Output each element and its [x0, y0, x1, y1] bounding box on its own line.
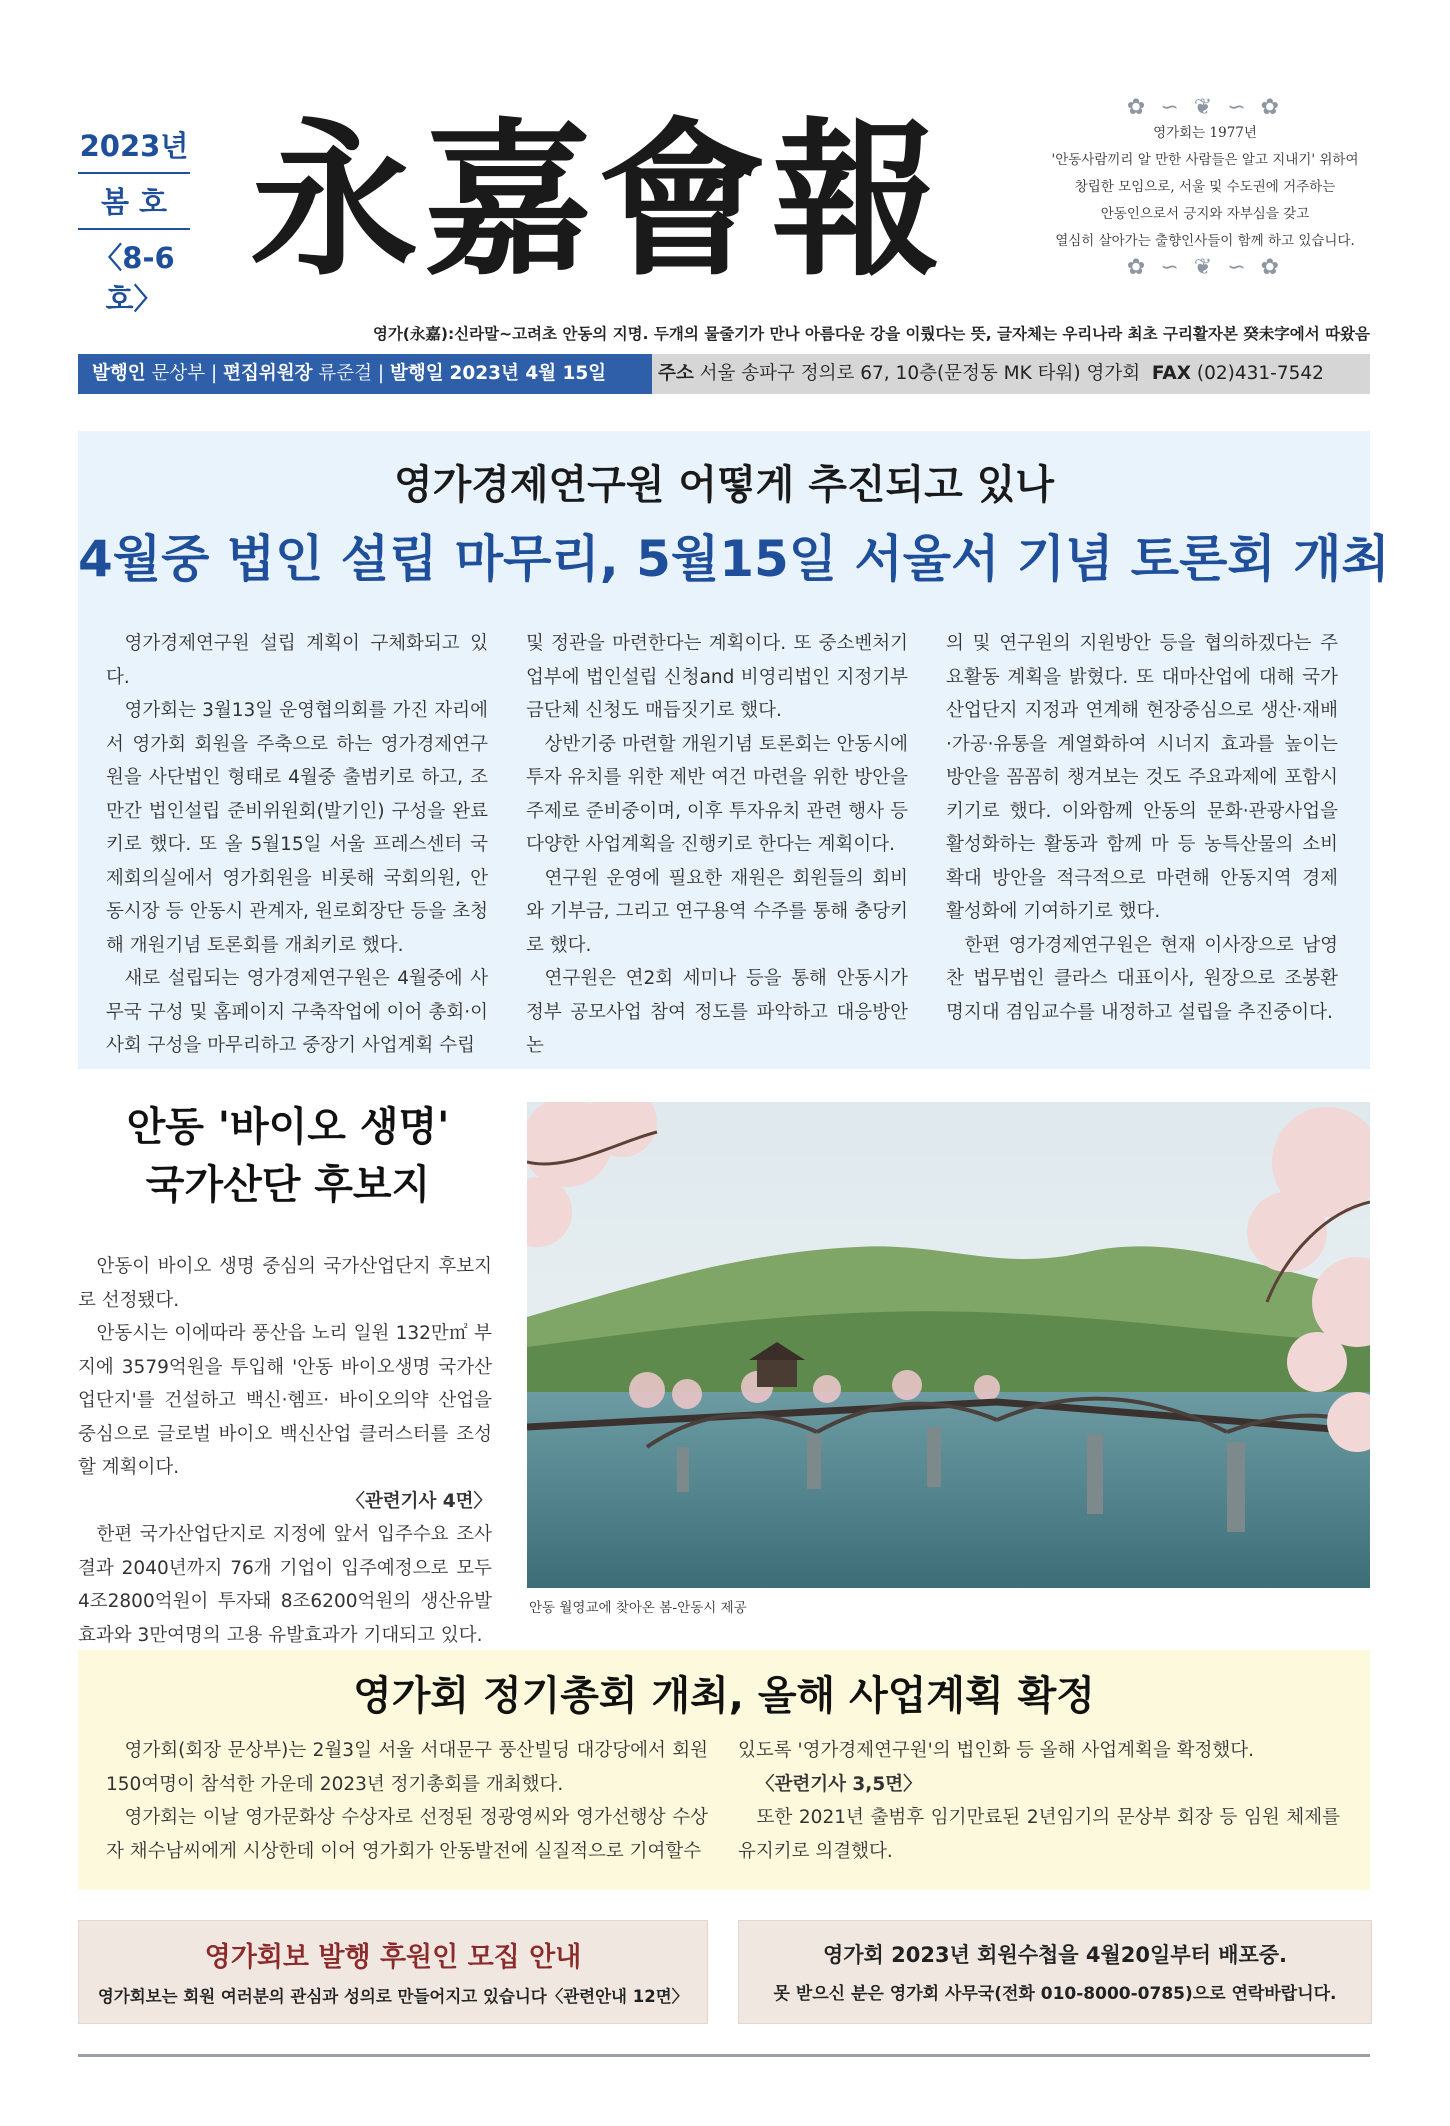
newspaper-logo: 永嘉會報 — [250, 101, 946, 299]
notice-sponsor-recruit — [78, 1920, 708, 2024]
issue-info — [78, 118, 190, 325]
issue-year: 2023년 — [79, 129, 189, 163]
paragraph: 영가회(회장 문상부)는 2월3일 서울 서대문구 풍산빌딩 대강당에서 회원 150여명이 참석한 가운데 2023년 정기총회를 개최했다. — [106, 1740, 708, 1795]
paragraph: 및 정관을 마련한다는 계획이다. 또 중소벤처기업부에 법인설립 신청and 비영리법인 지정기부금단체 신청도 매듭짓기로 했다. — [526, 633, 908, 721]
editor-name: 류준걸 — [318, 363, 373, 384]
address-info — [658, 354, 1324, 394]
motto-text — [1040, 120, 1370, 255]
related-article-ref: 〈관련기사 3,5면〉 — [756, 1773, 922, 1795]
notice-member-handbook — [738, 1920, 1372, 2024]
motto-line: 열심히 살아가는 출향인사들이 함께 하고 있습니다. — [1055, 233, 1355, 249]
info-bar — [78, 354, 1370, 394]
publisher-info: 발행인 문상부 | 편집위원장 류준걸 | 발행일 2023년 4월 15일 — [78, 354, 652, 394]
paragraph: 영가회는 이날 영가문화상 수상자로 선정된 정광영씨와 영가선행상 수상자 채수남씨에게 시상한데 이어 영가회가 안동발전에 실질적으로 기여할수 — [106, 1807, 708, 1862]
paragraph: 한편 국가산업단지로 지정에 앞서 입주수요 조사결과 2040년까지 76개 기업이 입주예정으로 모두 4조2800억원이 투자돼 8조6200억원의 생산유발 효과와 3만여명의 고용 유발효과가 기대되고 있다. — [78, 1524, 492, 1646]
paragraph: 연구원은 연2회 세미나 등을 통해 안동시가 정부 공모사업 참여 정도를 파악하고 대응방안 논 — [526, 968, 908, 1056]
paragraph: 영가회는 3월13일 운영협의회를 가진 자리에서 영가회 회원을 주축으로 하는 영가경제연구원을 사단법인 형태로 4월중 출범키로 하고, 조만간 법인설립 준비위원회(발기인) 구성을 완료키로 했다. 또 올 5월15일 서울 프레스센터 국제회의실에서 영가회원을 비롯해 국회의원, 안동시장 등 안동시 관계자, 원로회장단 등을 초청해 개원기념 토론회를 개최키로 했다. — [106, 700, 488, 956]
issue-number: 〈8-6호〉 — [78, 228, 190, 325]
article-economic-institute — [78, 431, 1390, 1069]
article-general-meeting — [78, 1650, 1370, 1890]
paragraph: 영가경제연구원 설립 계획이 구체화되고 있다. — [106, 633, 488, 688]
motto-line: 창립한 모임으로, 서울 및 수도권에 거주하는 — [1074, 179, 1336, 195]
address-label: 주소 — [658, 363, 694, 384]
paragraph: 또한 2021년 출범후 임기만료된 2년임기의 문상부 회장 등 임원 체제를 유지키로 의결했다. — [738, 1807, 1340, 1862]
notice1-body: 영가회보는 회원 여러분의 관심과 성의로 만들어지고 있습니다〈관련안내 12면〉 — [97, 1987, 689, 2006]
article3-column-1 — [106, 1734, 708, 1868]
paragraph: 안동이 바이오 생명 중심의 국가산업단지 후보지로 선정됐다. — [78, 1256, 492, 1311]
publisher-label: 발행인 — [92, 363, 146, 384]
related-article-ref: 〈관련기사 4면〉 — [346, 1490, 492, 1512]
notice2-body: 못 받으신 분은 영가회 사무국(전화 010-8000-0785)으로 연락바랍니다. — [773, 1984, 1337, 2004]
article1-column-3 — [946, 627, 1338, 1029]
notice1-title: 영가회보 발행 후원인 모집 안내 — [204, 1942, 582, 1973]
motto-line: 안동인으로서 긍지와 자부심을 갖고 — [1100, 206, 1310, 222]
motto-line: 영가회는 1977년 — [1153, 125, 1257, 141]
paragraph: 안동시는 이에따라 풍산읍 노리 일원 132만㎡ 부지에 3579억원을 투입해 '안동 바이오생명 국가산업단지'를 건설하고 백신·헴프· 바이오의약 산업을 중심으로 글로벌 바이오 백신산업 클러스터를 조성할 계획이다. — [78, 1323, 492, 1478]
name-origin-note: 영가(永嘉):신라말~고려초 안동의 지명. 두개의 물줄기가 만나 아름다운 강을 이뤘다는 뜻, 글자체는 우리나라 최초 구리활자본 癸未字에서 따왔음 — [372, 325, 1370, 343]
article2-title-line: 국가산단 후보지 — [145, 1162, 431, 1208]
article1-column-2 — [526, 627, 908, 1063]
notice2-title: 영가회 2023년 회원수첩을 4월20일부터 배포중. — [822, 1943, 1288, 1967]
issue-season: 봄 호 — [78, 172, 190, 228]
article1-headline: 4월중 법인 설립 마무리, 5월15일 서울서 기념 토론회 개최 — [78, 530, 1390, 588]
article2-title-line: 안동 '바이오 생명' — [126, 1104, 450, 1150]
article2-body — [78, 1250, 492, 1652]
publisher-name: 문상부 — [151, 363, 206, 384]
address-text: 서울 송파구 정의로 67, 10층(문정동 MK 타워) 영가회 — [699, 363, 1141, 384]
article1-column-1 — [106, 627, 488, 1063]
editor-label: 편집위원장 — [223, 363, 313, 384]
bridge-photo — [527, 1102, 1370, 1588]
wolyeonggyo-bridge-image — [527, 1102, 1370, 1588]
ornament-bottom-icon: ✿ ∽ ❦ ∽ ✿ — [1126, 255, 1284, 280]
fax-label: FAX — [1151, 363, 1191, 384]
article2-title — [78, 1098, 498, 1214]
motto-box — [1040, 95, 1370, 295]
paragraph: 새로 설립되는 영가경제연구원은 4월중에 사무국 구성 및 홈페이지 구축작업에 이어 총회·이사회 구성을 마무리하고 중장기 사업계획 수립 — [106, 968, 488, 1056]
paragraph: 연구원 운영에 필요한 재원은 회원들의 회비와 기부금, 그리고 연구용역 수주를 통해 충당키로 했다. — [526, 867, 908, 956]
paragraph: 상반기중 마련할 개원기념 토론회는 안동시에 투자 유치를 위한 제반 여건 마련을 위한 방안을 주제로 준비중이며, 이후 투자유치 관련 행사 등 다양한 사업계획을 진행키로 한다는 계획이다. — [526, 733, 908, 855]
footer-rule — [78, 2054, 1370, 2057]
paragraph: 의 및 연구원의 지원방안 등을 협의하겠다는 주요활동 계획을 밝혔다. 또 대마산업에 대해 국가산업단지 지정과 연계해 현장중심으로 생산·재배·가공·유통을 계열화하여 시너지 효과를 높이는 방안을 꼼꼼히 챙겨보는 것도 주요과제에 포함시키기로 했다. 이와함께 안동의 문화·관광사업을 활성화하는 활동과 함께 마 등 농특산물의 소비확대 방안을 적극적으로 마련해 안동지역 경제 활성화에 기여하기로 했다. — [946, 633, 1338, 922]
date-label: 발행일 — [390, 363, 444, 384]
paragraph: 있도록 '영가경제연구원'의 법인화 등 올해 사업계획을 확정했다. — [738, 1740, 1254, 1761]
article1-kicker: 영가경제연구원 어떻게 추진되고 있나 — [393, 462, 1055, 508]
photo-caption: 안동 월영교에 찾아온 봄-안동시 제공 — [529, 1600, 747, 1616]
motto-line: '안동사람끼리 알 만한 사람들은 알고 지내기' 위하여 — [1051, 152, 1359, 168]
paragraph: 한편 영가경제연구원은 현재 이사장으로 남영찬 법무법인 클라스 대표이사, 원장으로 조봉환 명지대 겸임교수를 내정하고 설립을 추진중이다. — [946, 934, 1338, 1023]
publish-date: 2023년 4월 15일 — [449, 363, 607, 384]
ornament-top-icon: ✿ ∽ ❦ ∽ ✿ — [1126, 95, 1284, 120]
fax-number: (02)431-7542 — [1196, 363, 1324, 384]
article3-column-2 — [738, 1734, 1340, 1868]
article3-title: 영가회 정기총회 개최, 올해 사업계획 확정 — [353, 1673, 1095, 1719]
